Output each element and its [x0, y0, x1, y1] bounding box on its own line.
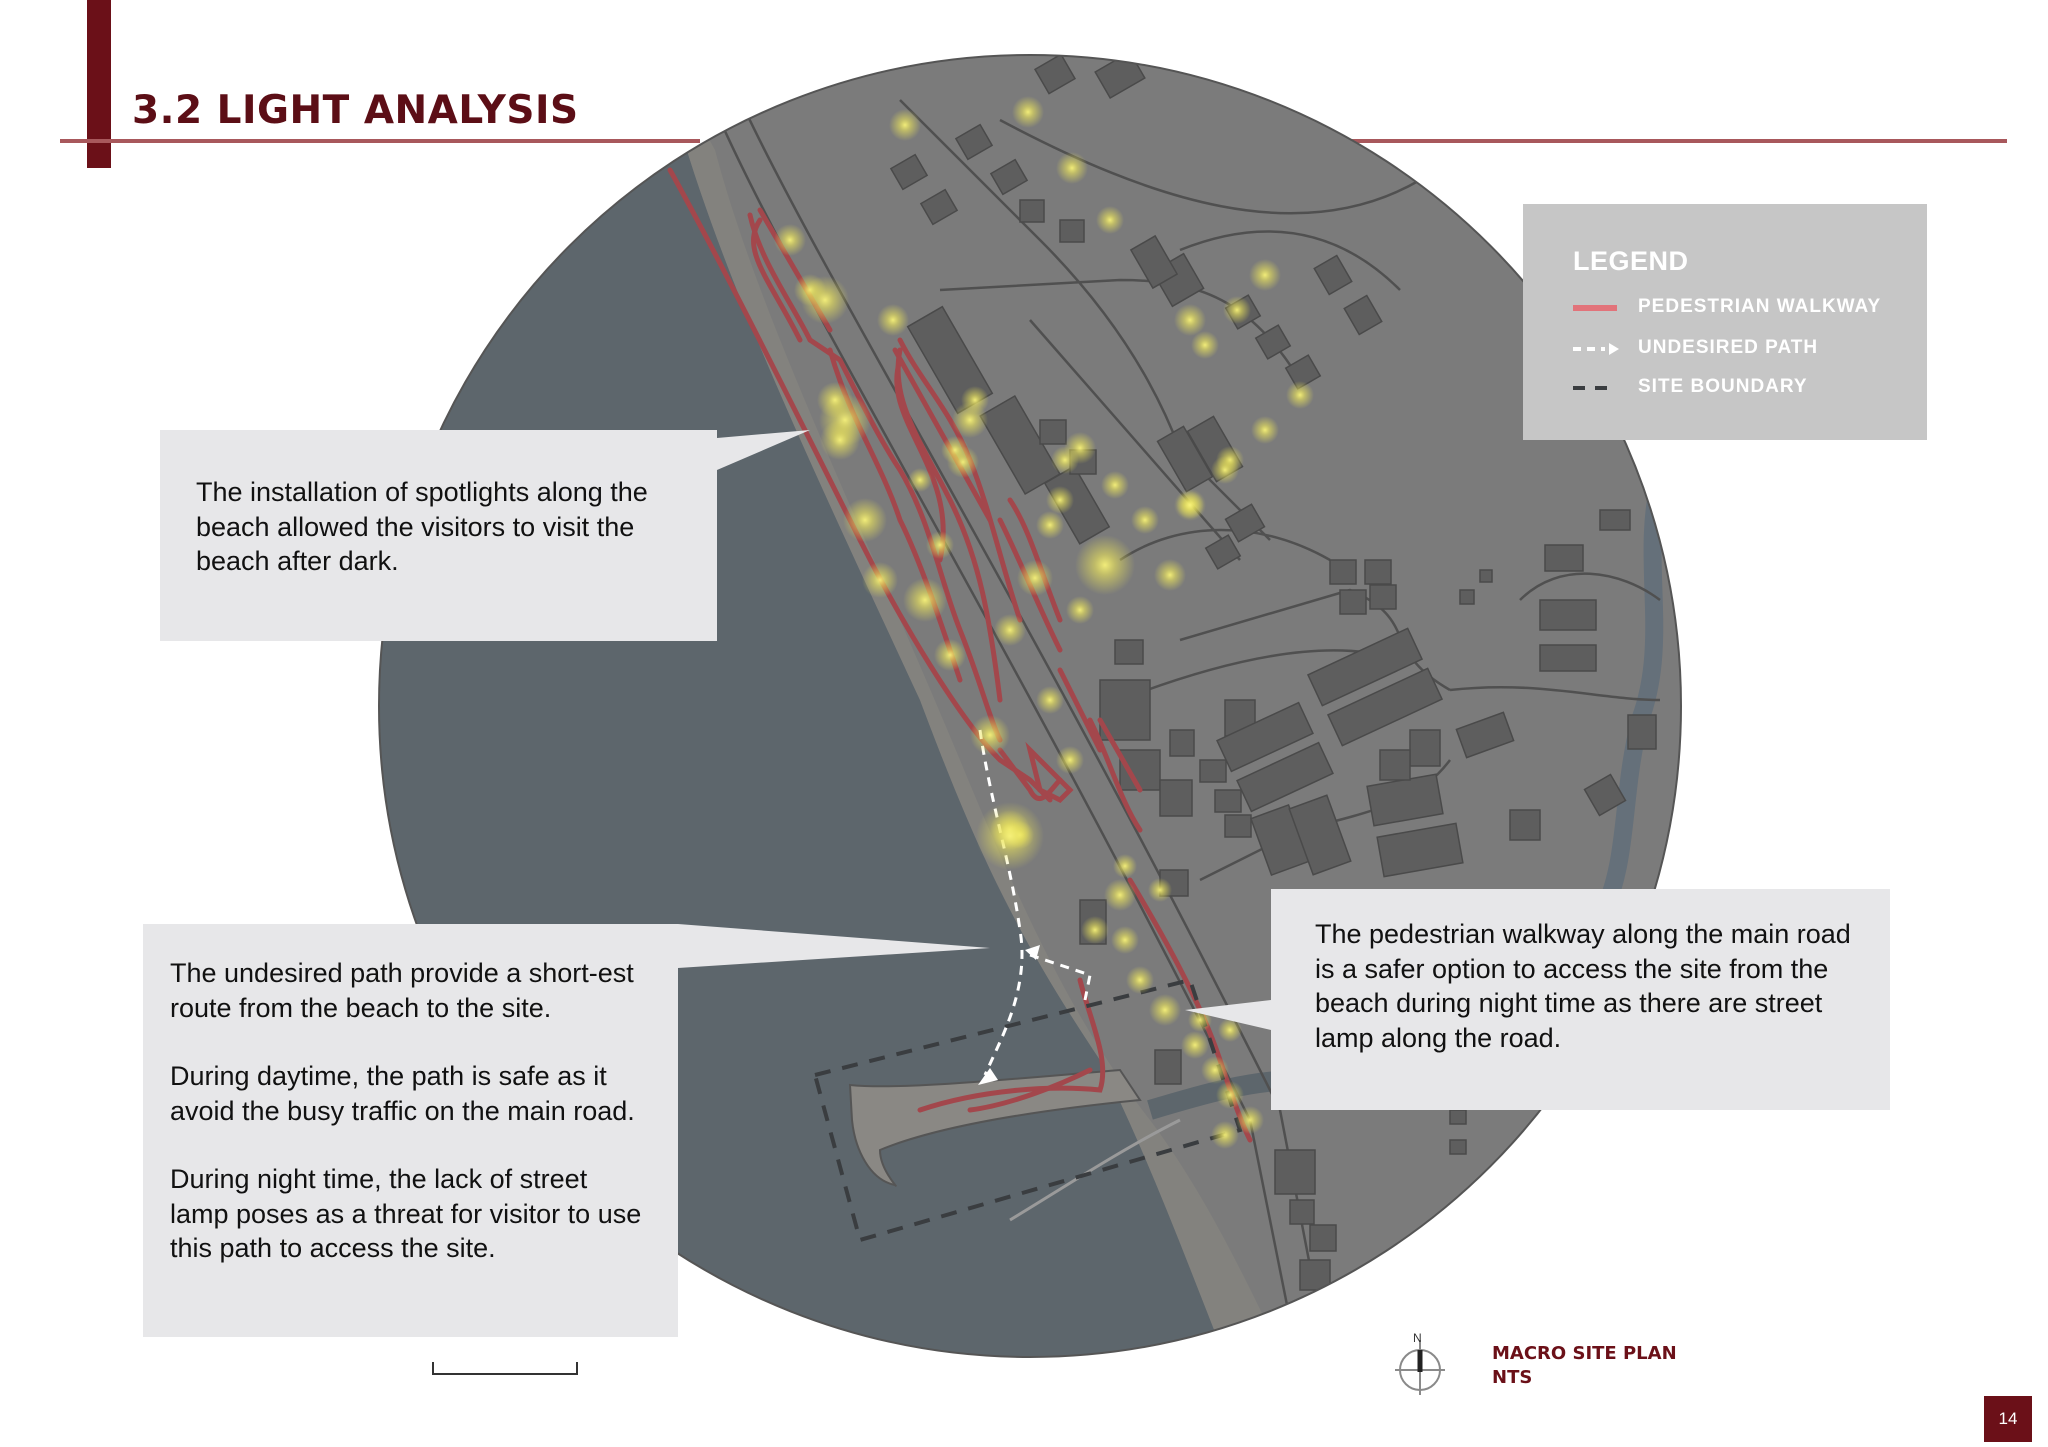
- callout-spotlights: [160, 430, 717, 641]
- callout-pointer-undesired: [678, 924, 990, 968]
- callout-pointer-walkway: [1185, 1000, 1271, 1030]
- callout-pointer-spotlights: [717, 430, 810, 470]
- callout-walkway: [1271, 889, 1890, 1110]
- legend-label: SITE BOUNDARY: [1638, 376, 1808, 397]
- page-number: 14: [1984, 1396, 2032, 1442]
- callout-text: During daytime, the path is safe as it avoid the busy traffic on the main road.: [170, 1061, 635, 1126]
- callout-text: During night time, the lack of street lamp poses as a threat for visitor to use this path to access the site.: [170, 1164, 642, 1263]
- callout-text: The undesired path provide a short-est route from the beach to the site.: [170, 958, 634, 1023]
- legend-label: PEDESTRIAN WALKWAY: [1638, 296, 1882, 317]
- legend-label: UNDESIRED PATH: [1638, 337, 1819, 358]
- callout-undesired-path: [143, 924, 678, 1337]
- callout-text: The installation of spotlights along the beach allowed the visitors to visit the beach after dark.: [196, 477, 648, 576]
- page-title: 3.2 LIGHT ANALYSIS: [132, 88, 579, 133]
- scale-note: NTS: [1492, 1367, 1533, 1388]
- plan-label: [1492, 1342, 1677, 1390]
- callout-text: The pedestrian walkway along the main road is a safer option to access the site from the beach during night time as there are street lamp along the road.: [1315, 919, 1851, 1053]
- legend-title: LEGEND: [1573, 246, 1689, 276]
- north-label: N: [1413, 1331, 1422, 1345]
- plan-title: MACRO SITE PLAN: [1492, 1343, 1677, 1364]
